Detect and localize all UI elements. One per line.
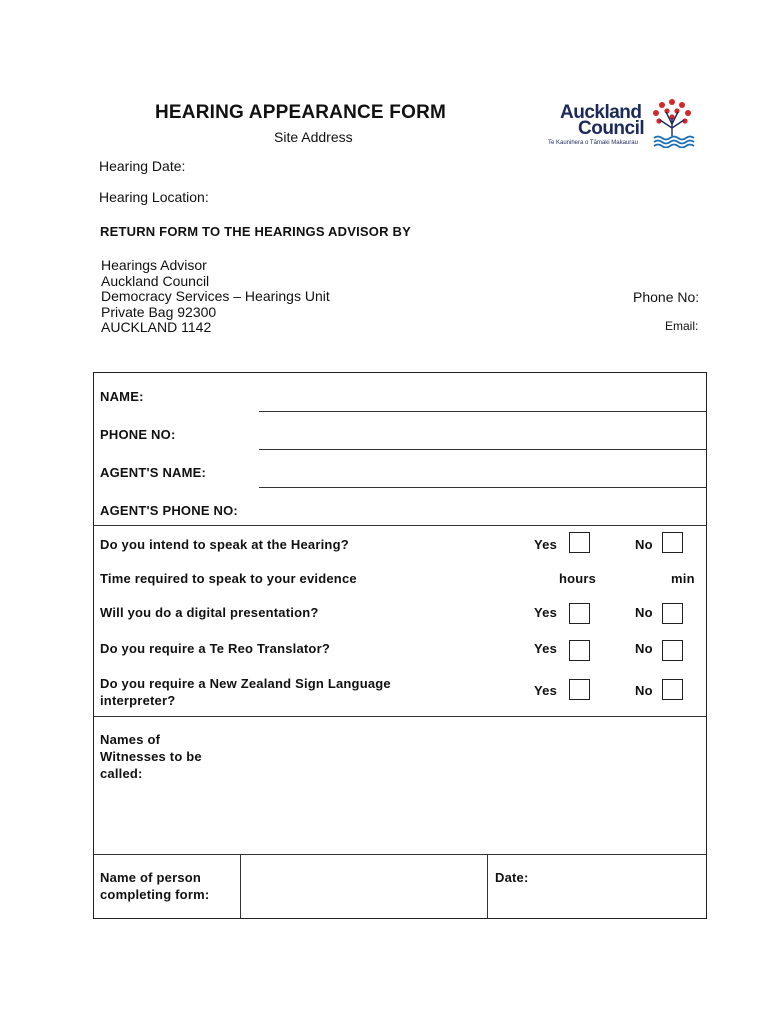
return-form-heading: RETURN FORM TO THE HEARINGS ADVISOR BY [100,224,411,239]
email-label: Email: [665,319,699,333]
logo-tagline: Te Kaunihera o Tāmaki Makaurau [548,140,638,146]
agent-phone-label: AGENT'S PHONE NO: [100,503,238,518]
witnesses-label: Names of Witnesses to be called: [100,732,202,781]
address-line: AUCKLAND 1142 [101,319,212,335]
name-label: NAME: [100,389,144,404]
witnesses-input-area[interactable] [240,718,706,852]
no-label: No [635,683,653,698]
hearing-location-label: Hearing Location: [99,189,209,205]
hours-label: hours [559,571,597,586]
page-title: HEARING APPEARANCE FORM [155,102,447,123]
yes-label: Yes [534,537,558,552]
no-label: No [635,605,653,620]
agent-name-input-line[interactable] [259,487,706,488]
speak-yes-checkbox[interactable] [569,532,590,553]
question-te-reo: Do you require a Te Reo Translator? [100,641,330,656]
no-label: No [635,641,653,656]
yes-label: Yes [534,641,558,656]
phone-no-label: Phone No: [633,289,700,305]
question-sign-language: Do you require a New Zealand Sign Language interpreter? [100,676,391,708]
section-divider [94,716,706,717]
person-completing-label: Name of person completing form: [100,870,210,902]
digital-yes-checkbox[interactable] [569,603,590,624]
question-digital-presentation: Will you do a digital presentation? [100,605,319,620]
logo-word-council: Council [578,118,645,139]
hearing-date-label: Hearing Date: [99,158,186,174]
address-line: Auckland Council [101,272,210,289]
te-reo-no-checkbox[interactable] [662,640,683,661]
pohutukawa-icon [648,98,696,148]
site-address-label: Site Address [274,129,353,145]
te-reo-yes-checkbox[interactable] [569,640,590,661]
address-line: Democracy Services – Hearings Unit [101,288,330,304]
nzsl-yes-checkbox[interactable] [569,679,590,700]
address-line: Private Bag 92300 [101,303,217,320]
date-label: Date: [495,870,529,885]
yes-label: Yes [534,683,558,698]
question-speak: Do you intend to speak at the Hearing? [100,537,349,552]
nzsl-no-checkbox[interactable] [662,679,683,700]
address-line: Hearings Advisor [101,257,207,273]
auckland-council-logo [548,98,698,152]
section-divider [94,525,706,526]
advisor-address [101,258,330,336]
name-input-line[interactable] [259,411,706,412]
no-label: No [635,537,653,552]
agent-name-label: AGENT'S NAME: [100,465,207,480]
phone-input-line[interactable] [259,449,706,450]
time-required-label: Time required to speak to your evidence [100,571,357,586]
yes-label: Yes [534,605,558,620]
speak-no-checkbox[interactable] [662,532,683,553]
section-divider [94,854,706,855]
logo-word-auckland: Auckland [560,102,642,123]
date-input[interactable] [488,856,706,918]
minutes-label: min [671,571,695,586]
phone-label: PHONE NO: [100,427,176,442]
appearance-form [93,372,707,919]
person-completing-input[interactable] [241,856,486,918]
digital-no-checkbox[interactable] [662,603,683,624]
